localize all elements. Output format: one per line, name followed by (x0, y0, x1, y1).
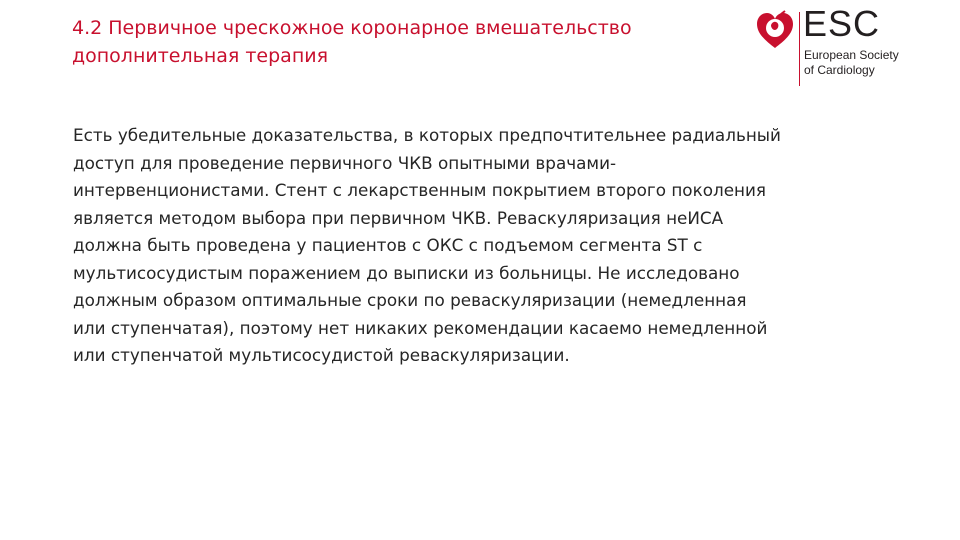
esc-logo (748, 4, 960, 88)
heart-icon (754, 10, 796, 52)
slide-title-line-2: дополнительная терапия (72, 45, 329, 67)
body-line: доступ для проведение первичного ЧКВ опытными врачами- (73, 152, 617, 173)
body-line: должна быть проведена у пациентов с ОКС с подъемом сегмента ST с (73, 235, 703, 255)
slide-title (72, 14, 762, 70)
logo-organization-name (804, 48, 899, 78)
logo-divider (799, 12, 800, 86)
slide-title-line-1: 4.2 Первичное чрескожное коронарное вмешательство (72, 17, 632, 39)
body-line: или ступенчатая), поэтому нет никаких рекомендации касаемо немедленной (73, 317, 768, 338)
body-line: интервенционистами. Стент с лекарственным покрытием второго поколения (73, 180, 767, 200)
body-line: является методом выбора при первичном ЧКВ. Реваскуляризация неИСА (73, 207, 724, 228)
logo-name-line-2: of Cardiology (804, 63, 875, 77)
logo-name-line-1: European Society (804, 48, 899, 62)
logo-abbreviation: ESC (803, 3, 881, 44)
body-line: мультисосудистым поражением до выписки из больницы. Не исследовано (73, 262, 740, 283)
body-paragraph (73, 122, 893, 370)
body-line: или ступенчатой мультисосудистой реваскуляризации. (73, 345, 570, 365)
body-line: Есть убедительные доказательства, в которых предпочтительнее радиальный (73, 125, 781, 145)
body-line: должным образом оптимальные сроки по реваскуляризации (немедленная (73, 290, 747, 310)
